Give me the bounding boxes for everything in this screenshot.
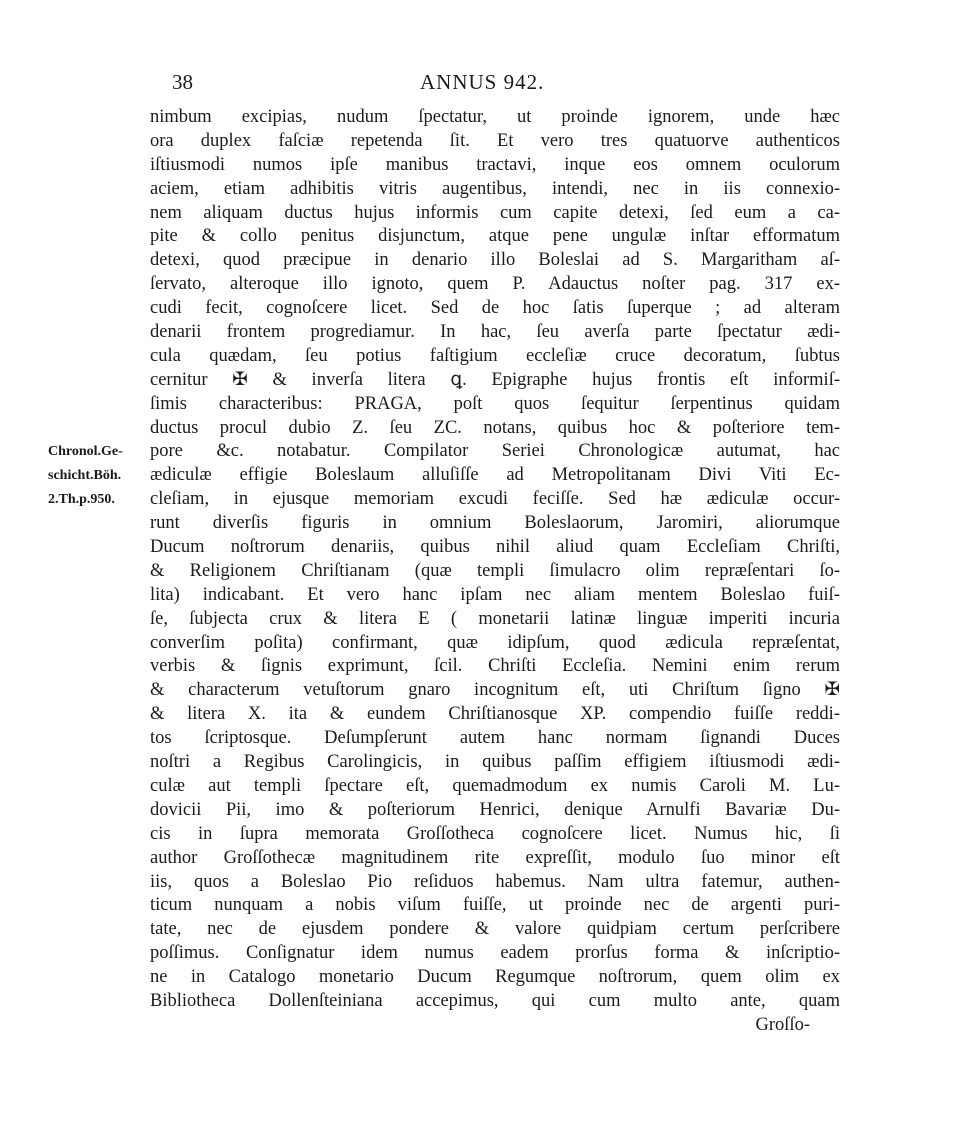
- text-line: iſtiusmodi numos ipſe manibus tractavi, inque eos omnem oculorum: [150, 154, 840, 175]
- text-line: dovicii Pii, imo & poſteriorum Henrici, denique Arnulfi Bavariæ Du-: [150, 799, 840, 820]
- text-line: culæ aut templi ſpectare eſt, quemadmodum ex numis Caroli M. Lu-: [150, 775, 840, 796]
- text-line: author Groſſothecæ magnitudinem rite expreſſit, modulo ſuo minor eſt: [150, 847, 840, 868]
- text-line: ora duplex faſciæ repetenda ſit. Et vero tres quatuorve authenticos: [150, 130, 840, 151]
- text-line: Bibliotheca Dollenſteiniana accepimus, qui cum multo ante, quam: [150, 990, 840, 1011]
- text-line: cis in ſupra memorata Groſſotheca cognoſcere licet. Numus hic, ſi: [150, 823, 840, 844]
- text-line: verbis & ſignis exprimunt, ſcil. Chriſti Eccleſia. Nemini enim rerum: [150, 656, 840, 677]
- text-line: cleſiam, in ejusque memoriam excudi feciſſe. Sed hæ ædiculæ occur-: [150, 489, 840, 510]
- text-line: ductus procul dubio Z. ſeu ZC. notans, quibus hoc & poſteriore tem-: [150, 417, 840, 438]
- text-line: & Religionem Chriſtianam (quæ templi ſimulacro olim repræſentari ſo-: [150, 560, 840, 581]
- text-line: ne in Catalogo monetario Ducum Regumque noſtrorum, quem olim ex: [150, 967, 840, 988]
- text-line: cudi fecit, cognoſcere licet. Sed de hoc ſatis ſuperque ; ad alteram: [150, 298, 840, 319]
- text-line: ſervato, alteroque illo ignoto, quem P. Adauctus noſter pag. 317 ex-: [150, 274, 840, 295]
- text-line: nem aliquam ductus hujus informis cum capite detexi, ſed eum a ca-: [150, 202, 840, 223]
- marginal-note: [48, 440, 158, 512]
- marginal-note-line: 2.Th.p.950.: [48, 491, 115, 507]
- text-line: nimbum excipias, nudum ſpectatur, ut proinde ignorem, unde hæc: [150, 107, 840, 127]
- text-line: lita) indicabant. Et vero hanc ipſam nec aliam mentem Boleslao fuiſ-: [150, 584, 840, 605]
- text-line: cula quædam, ſeu potius faſtigium eccleſiæ cruce decoratum, ſubtus: [150, 345, 840, 366]
- text-line: pite & collo penitus disjunctum, atque pene ungulæ inſtar efformatum: [150, 226, 840, 247]
- text-line: pore &c. notabatur. Compilator Seriei Chronologicæ autumat, hac: [150, 441, 840, 462]
- text-line: aciem, etiam adhibitis vitris augentibus, intendi, nec in iis connexio-: [150, 178, 840, 199]
- marginal-note-line: Chronol.Ge-: [48, 444, 123, 459]
- catchword: Groſſo-: [755, 1014, 810, 1035]
- text-line: ſimis characteribus: PRAGA, poſt quos ſequitur ſerpentinus quidam: [150, 393, 840, 414]
- text-line: poſſimus. Conſignatur idem numus eadem prorſus forma & inſcriptio-: [150, 943, 840, 964]
- text-line: & litera X. ita & eundem Chriſtianosque XP. compendio fuiſſe reddi-: [150, 704, 840, 725]
- text-line: Ducum noſtrorum denariis, quibus nihil aliud quam Eccleſiam Chriſti,: [150, 537, 840, 558]
- page-header: [0, 70, 960, 102]
- text-line: noſtri a Regibus Carolingicis, in quibus paſſim effigiem iſtiusmodi ædi-: [150, 752, 840, 773]
- text-line: detexi, quod præcipue in denario illo Boleslai ad S. Margaritham aſ-: [150, 250, 840, 271]
- text-line: & characterum vetuſtorum gnaro incognitum eſt, uti Chriſtum ſigno ✠: [150, 680, 840, 701]
- body-text: [150, 106, 840, 1038]
- text-line: denarii frontem progrediamur. In hac, ſeu averſa parte ſpectatur ædi-: [150, 322, 840, 343]
- text-line: ticum nunquam a nobis viſum fuiſſe, ut proinde nec de argenti puri-: [150, 895, 840, 916]
- text-line: ædiculæ effigie Boleslaum alluſiſſe ad Metropolitanam Divi Viti Ec-: [150, 465, 840, 486]
- text-line: tate, nec de ejusdem pondere & valore quidpiam certum perſcribere: [150, 919, 840, 940]
- page-number: 38: [172, 70, 193, 94]
- text-line: tos ſcriptosque. Deſumpſerunt autem hanc normam ſignandi Duces: [150, 728, 840, 749]
- text-line: iis, quos a Boleslao Pio reſiduos habemus. Nam ultra fatemur, authen-: [150, 871, 840, 892]
- text-line: cernitur ✠ & inverſa litera ꝗ. Epigraphe hujus frontis eſt informiſ-: [150, 369, 840, 390]
- marginal-note-line: schicht.Böh.: [48, 467, 122, 483]
- text-line: runt diverſis figuris in omnium Boleslaorum, Jaromiri, aliorumque: [150, 513, 840, 534]
- text-line: converſim poſita) confirmant, quæ idipſum, quod ædicula repræſentat,: [150, 632, 840, 653]
- text-line: ſe, ſubjecta crux & litera E ( monetarii latinæ linguæ imperiti incuria: [150, 608, 840, 629]
- running-head: ANNUS 942.: [420, 70, 545, 94]
